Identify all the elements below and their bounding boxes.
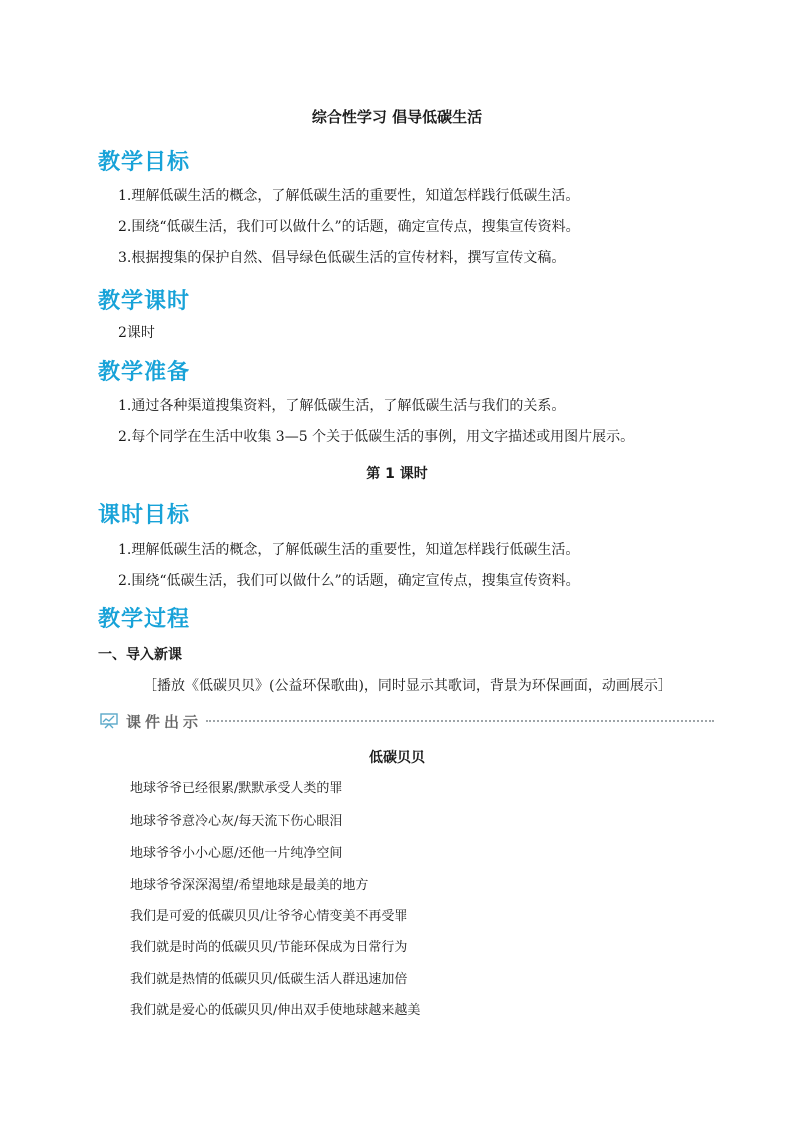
teaching-goal-item: 2.围绕“低碳生活，我们可以做什么”的话题，确定宣传点，搜集宣传资料。: [118, 219, 580, 235]
courseware-label: 课件出示: [126, 712, 203, 731]
song-title: 低碳贝贝: [369, 750, 425, 766]
lyric-line: 我们就是热情的低碳贝贝/低碳生活人群迅速加倍: [130, 972, 408, 987]
dotted-rule: [206, 720, 714, 722]
preparation-item: 1.通过各种渠道搜集资料，了解低碳生活，了解低碳生活与我们的关系。: [118, 398, 566, 414]
lyric-line: 我们是可爱的低碳贝贝/让爷爷心情变美不再受罪: [130, 909, 408, 924]
lesson-goal-item: 2.围绕“低碳生活，我们可以做什么”的话题，确定宣传点，搜集宣传资料。: [118, 573, 580, 589]
lyric-line: 地球爷爷意冷心灰/每天流下伤心眼泪: [130, 814, 343, 829]
lyric-line: 地球爷爷小小心愿/还他一片纯净空间: [130, 846, 343, 861]
preparation-item: 2.每个同学在生活中收集 3—5 个关于低碳生活的事例，用文字描述或用图片展示。: [118, 429, 635, 445]
lyric-line: 我们就是爱心的低碳贝贝/伸出双手使地球越来越美: [130, 1003, 421, 1018]
lesson-goal-item: 1.理解低碳生活的概念，了解低碳生活的重要性，知道怎样践行低碳生活。: [118, 542, 580, 558]
heading-teaching-goals: 教学目标: [98, 150, 191, 175]
class-hours-text: 2课时: [118, 325, 155, 341]
teaching-goal-item: 3.根据搜集的保护自然、倡导绿色低碳生活的宣传材料，撰写宣传文稿。: [118, 250, 566, 266]
heading-lesson-goals: 课时目标: [98, 503, 191, 528]
heading-preparation: 教学准备: [98, 360, 191, 385]
lesson-title: 第 1 课时: [366, 466, 428, 482]
heading-class-hours: 教学课时: [98, 289, 191, 314]
heading-teaching-process: 教学过程: [98, 607, 191, 632]
presentation-board-icon: [100, 713, 118, 729]
teaching-goal-item: 1.理解低碳生活的概念，了解低碳生活的重要性，知道怎样践行低碳生活。: [118, 188, 580, 204]
courseware-divider: [100, 710, 714, 732]
activity-instruction: ［播放《低碳贝贝》(公益环保歌曲)，同时显示其歌词，背景为环保画面，动画展示］: [143, 678, 672, 694]
section-intro-new-lesson: 一、导入新课: [98, 647, 182, 663]
lyric-line: 我们就是时尚的低碳贝贝/节能环保成为日常行为: [130, 940, 408, 955]
lyric-line: 地球爷爷已经很累/默默承受人类的罪: [130, 781, 343, 796]
lyric-line: 地球爷爷深深渴望/希望地球是最美的地方: [130, 878, 369, 893]
document-title: 综合性学习 倡导低碳生活: [311, 108, 483, 126]
